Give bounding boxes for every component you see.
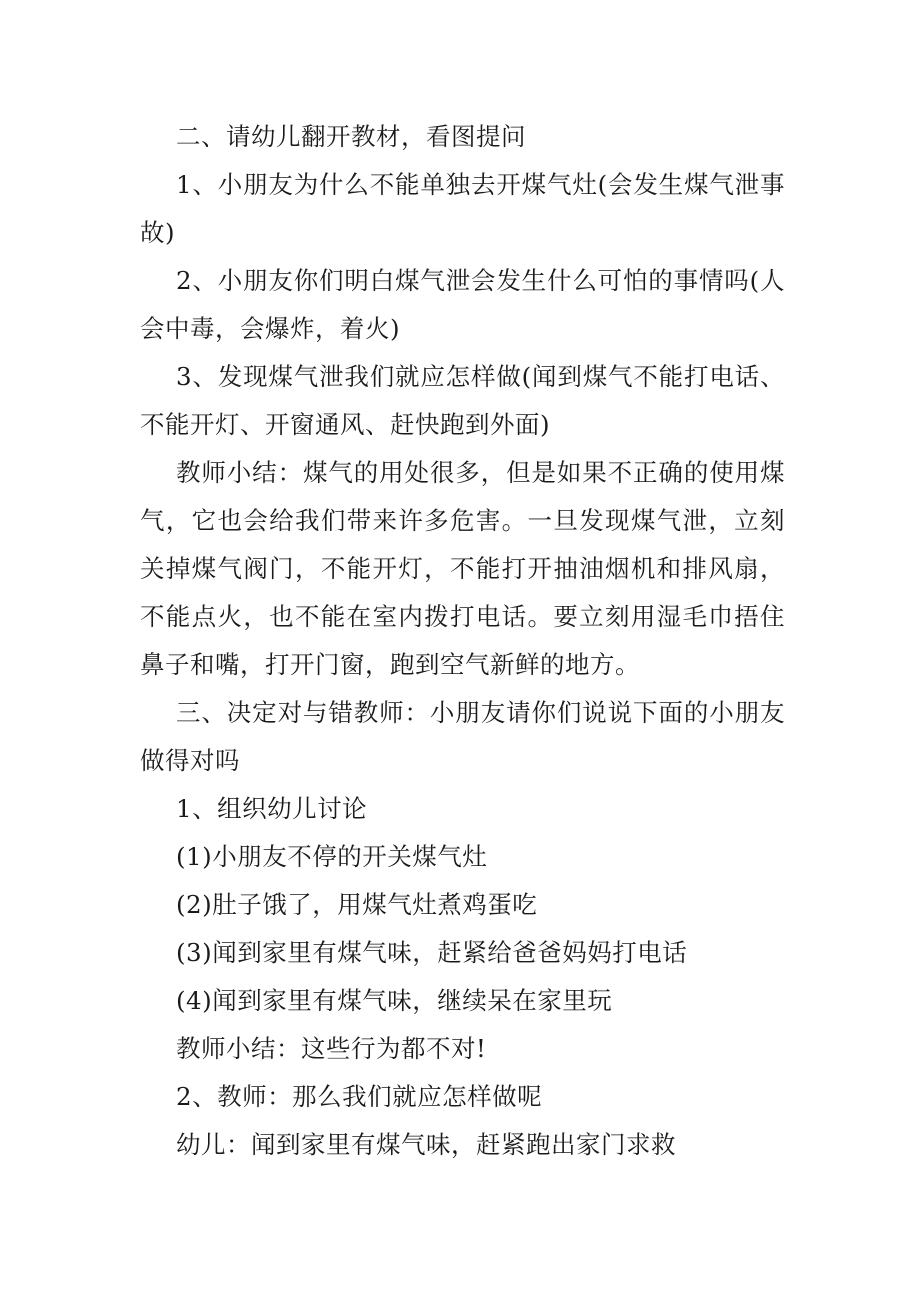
scenario-3: (3)闻到家里有煤气味，赶紧给爸爸妈妈打电话 xyxy=(176,938,688,967)
discussion-heading: 1、组织幼儿讨论 xyxy=(176,794,368,823)
child-answer: 幼儿：闻到家里有煤气味，赶紧跑出家门求救 xyxy=(176,1130,676,1159)
teacher-question: 2、教师：那么我们就应怎样做呢 xyxy=(176,1082,543,1111)
question-3: 3、发现煤气泄我们就应怎样做(闻到煤气不能打电话、不能开灯、开窗通风、赶快跑到外面) xyxy=(140,362,785,439)
scenario-4: (4)闻到家里有煤气味，继续呆在家里玩 xyxy=(176,986,613,1015)
document-body xyxy=(140,113,785,1169)
section-heading-three: 三、决定对与错教师：小朋友请你们说说下面的小朋友做得对吗 xyxy=(140,698,785,775)
scenario-1: (1)小朋友不停的开关煤气灶 xyxy=(176,842,488,871)
teacher-summary-1: 教师小结：煤气的用处很多，但是如果不正确的使用煤气，它也会给我们带来许多危害。一旦发现煤气泄，立刻关掉煤气阀门，不能开灯，不能打开抽油烟机和排风扇，不能点火，也不能在室内拨打电话。要立刻用湿毛巾捂住鼻子和嘴，打开门窗，跑到空气新鲜的地方。 xyxy=(140,458,785,679)
scenario-2: (2)肚子饿了，用煤气灶煮鸡蛋吃 xyxy=(176,890,538,919)
section-heading-two: 二、请幼儿翻开教材，看图提问 xyxy=(176,122,526,151)
question-1: 1、小朋友为什么不能单独去开煤气灶(会发生煤气泄事故) xyxy=(140,170,785,247)
teacher-summary-2: 教师小结：这些行为都不对! xyxy=(176,1034,487,1063)
question-2: 2、小朋友你们明白煤气泄会发生什么可怕的事情吗(人会中毒，会爆炸，着火) xyxy=(140,266,785,343)
